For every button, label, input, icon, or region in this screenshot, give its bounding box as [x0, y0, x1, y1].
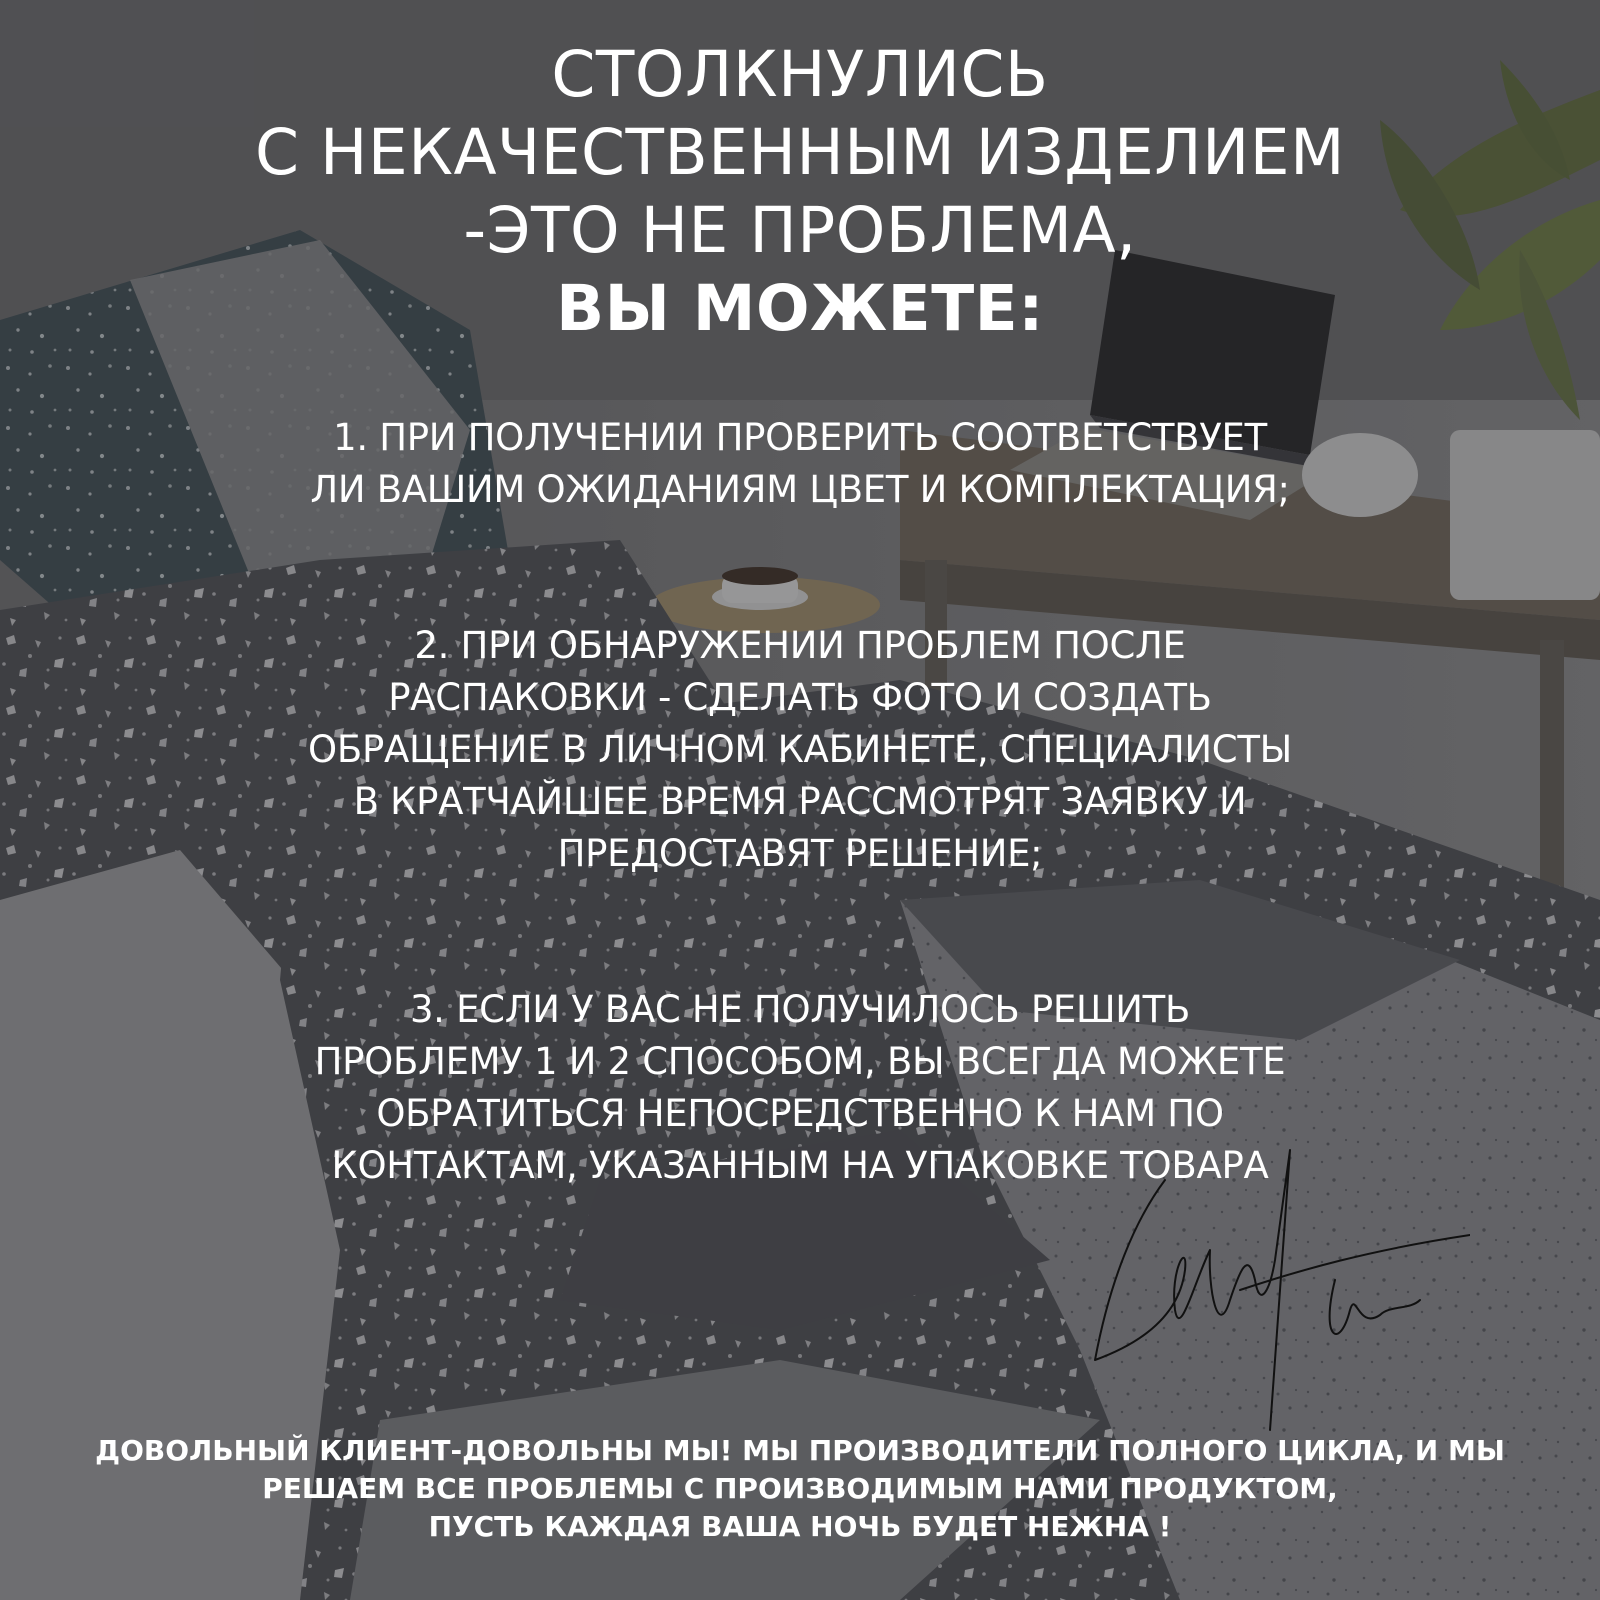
- footer-line-3: ПУСТЬ КАЖДАЯ ВАША НОЧЬ БУДЕТ НЕЖНА !: [428, 1510, 1172, 1543]
- step-2-line-1: 2. ПРИ ОБНАРУЖЕНИИ ПРОБЛЕМ ПОСЛЕ: [414, 624, 1186, 667]
- step-3-line-4: КОНТАКТАМ, УКАЗАННЫМ НА УПАКОВКЕ ТОВАРА: [331, 1144, 1269, 1187]
- footer-message: [80, 1432, 1520, 1546]
- step-2-line-2: РАСПАКОВКИ - СДЕЛАТЬ ФОТО И СОЗДАТЬ: [388, 676, 1212, 719]
- headline-line-1: СТОЛКНУЛИСЬ: [551, 38, 1049, 111]
- step-3-line-3: ОБРАТИТЬСЯ НЕПОСРЕДСТВЕННО К НАМ ПО: [376, 1092, 1224, 1135]
- step-1: [250, 412, 1350, 516]
- step-3-line-2: ПРОБЛЕМУ 1 И 2 СПОСОБОМ, ВЫ ВСЕГДА МОЖЕТЕ: [314, 1040, 1286, 1083]
- footer-line-1: ДОВОЛЬНЫЙ КЛИЕНТ-ДОВОЛЬНЫ МЫ! МЫ ПРОИЗВОДИТЕЛИ ПОЛНОГО ЦИКЛА, И МЫ: [95, 1434, 1505, 1467]
- headline-line-2: С НЕКАЧЕСТВЕННЫМ ИЗДЕЛИЕМ: [255, 116, 1345, 189]
- step-1-line-1: 1. ПРИ ПОЛУЧЕНИИ ПРОВЕРИТЬ СООТВЕТСТВУЕТ: [333, 416, 1267, 459]
- headline-line-3: -ЭТО НЕ ПРОБЛЕМА,: [463, 194, 1137, 267]
- step-2: [250, 620, 1350, 880]
- footer-line-2: РЕШАЕМ ВСЕ ПРОБЛЕМЫ С ПРОИЗВОДИМЫМ НАМИ ПРОДУКТОМ,: [262, 1472, 1338, 1505]
- step-2-line-5: ПРЕДОСТАВЯТ РЕШЕНИЕ;: [557, 832, 1043, 875]
- signature-icon: [1090, 1140, 1470, 1440]
- step-2-line-4: В КРАТЧАЙШЕЕ ВРЕМЯ РАССМОТРЯТ ЗАЯВКУ И: [353, 780, 1247, 823]
- headline-line-4: ВЫ МОЖЕТЕ:: [556, 272, 1044, 345]
- step-1-line-2: ЛИ ВАШИМ ОЖИДАНИЯМ ЦВЕТ И КОМПЛЕКТАЦИЯ;: [310, 468, 1290, 511]
- step-2-line-3: ОБРАЩЕНИЕ В ЛИЧНОМ КАБИНЕТЕ, СПЕЦИАЛИСТЫ: [308, 728, 1292, 771]
- step-3-line-1: 3. ЕСЛИ У ВАС НЕ ПОЛУЧИЛОСЬ РЕШИТЬ: [409, 988, 1191, 1031]
- headline: [0, 36, 1600, 348]
